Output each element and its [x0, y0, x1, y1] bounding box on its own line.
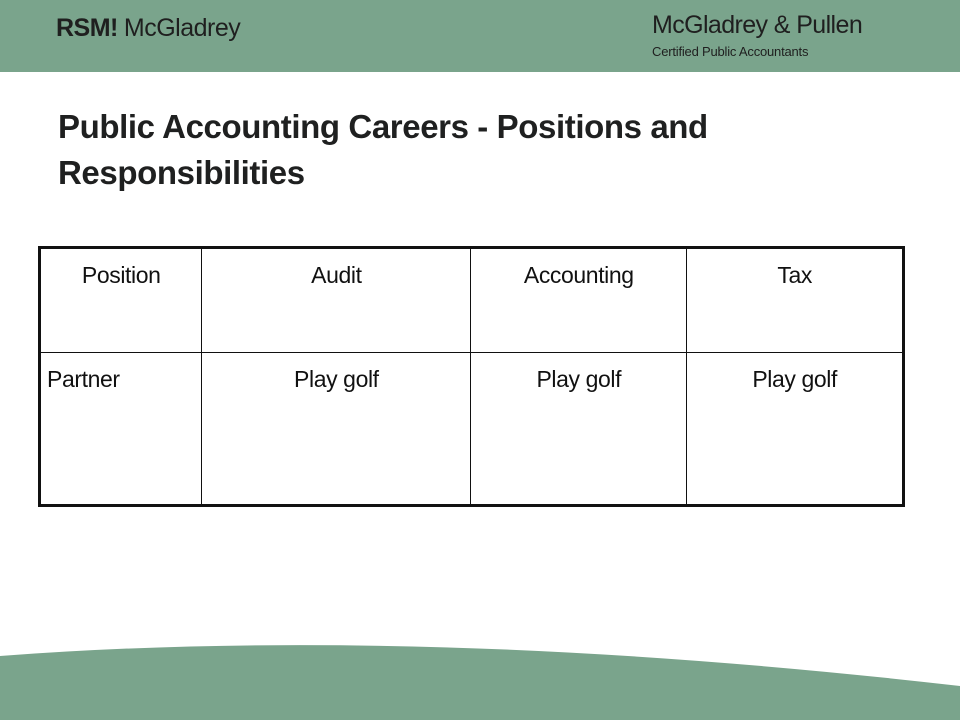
footer-wave-shape: [0, 645, 960, 720]
firm-subtitle: Certified Public Accountants: [652, 44, 809, 59]
header-cell: Accounting: [471, 248, 687, 353]
firm-name: McGladrey & Pullen: [652, 11, 863, 39]
table-cell: Play golf: [687, 353, 904, 506]
header-cell: Position: [40, 248, 202, 353]
footer-band: [0, 630, 960, 720]
table-cell: Play golf: [202, 353, 471, 506]
mcgladrey-pullen-logo: [652, 10, 902, 60]
table-cell: Partner: [40, 353, 202, 506]
header-cell: Audit: [202, 248, 471, 353]
header-banner: [0, 0, 960, 72]
table-row: [40, 353, 904, 506]
logo-rsm: RSM!: [56, 14, 118, 42]
slide-title: Public Accounting Careers - Positions and Responsibilities: [58, 108, 708, 191]
positions-table: [38, 246, 905, 507]
header-cell: Tax: [687, 248, 904, 353]
table-header-row: [40, 248, 904, 353]
logo-mcgladrey: McGladrey: [123, 14, 241, 42]
table-cell: Play golf: [471, 353, 687, 506]
rsm-mcgladrey-logo: [56, 14, 240, 48]
